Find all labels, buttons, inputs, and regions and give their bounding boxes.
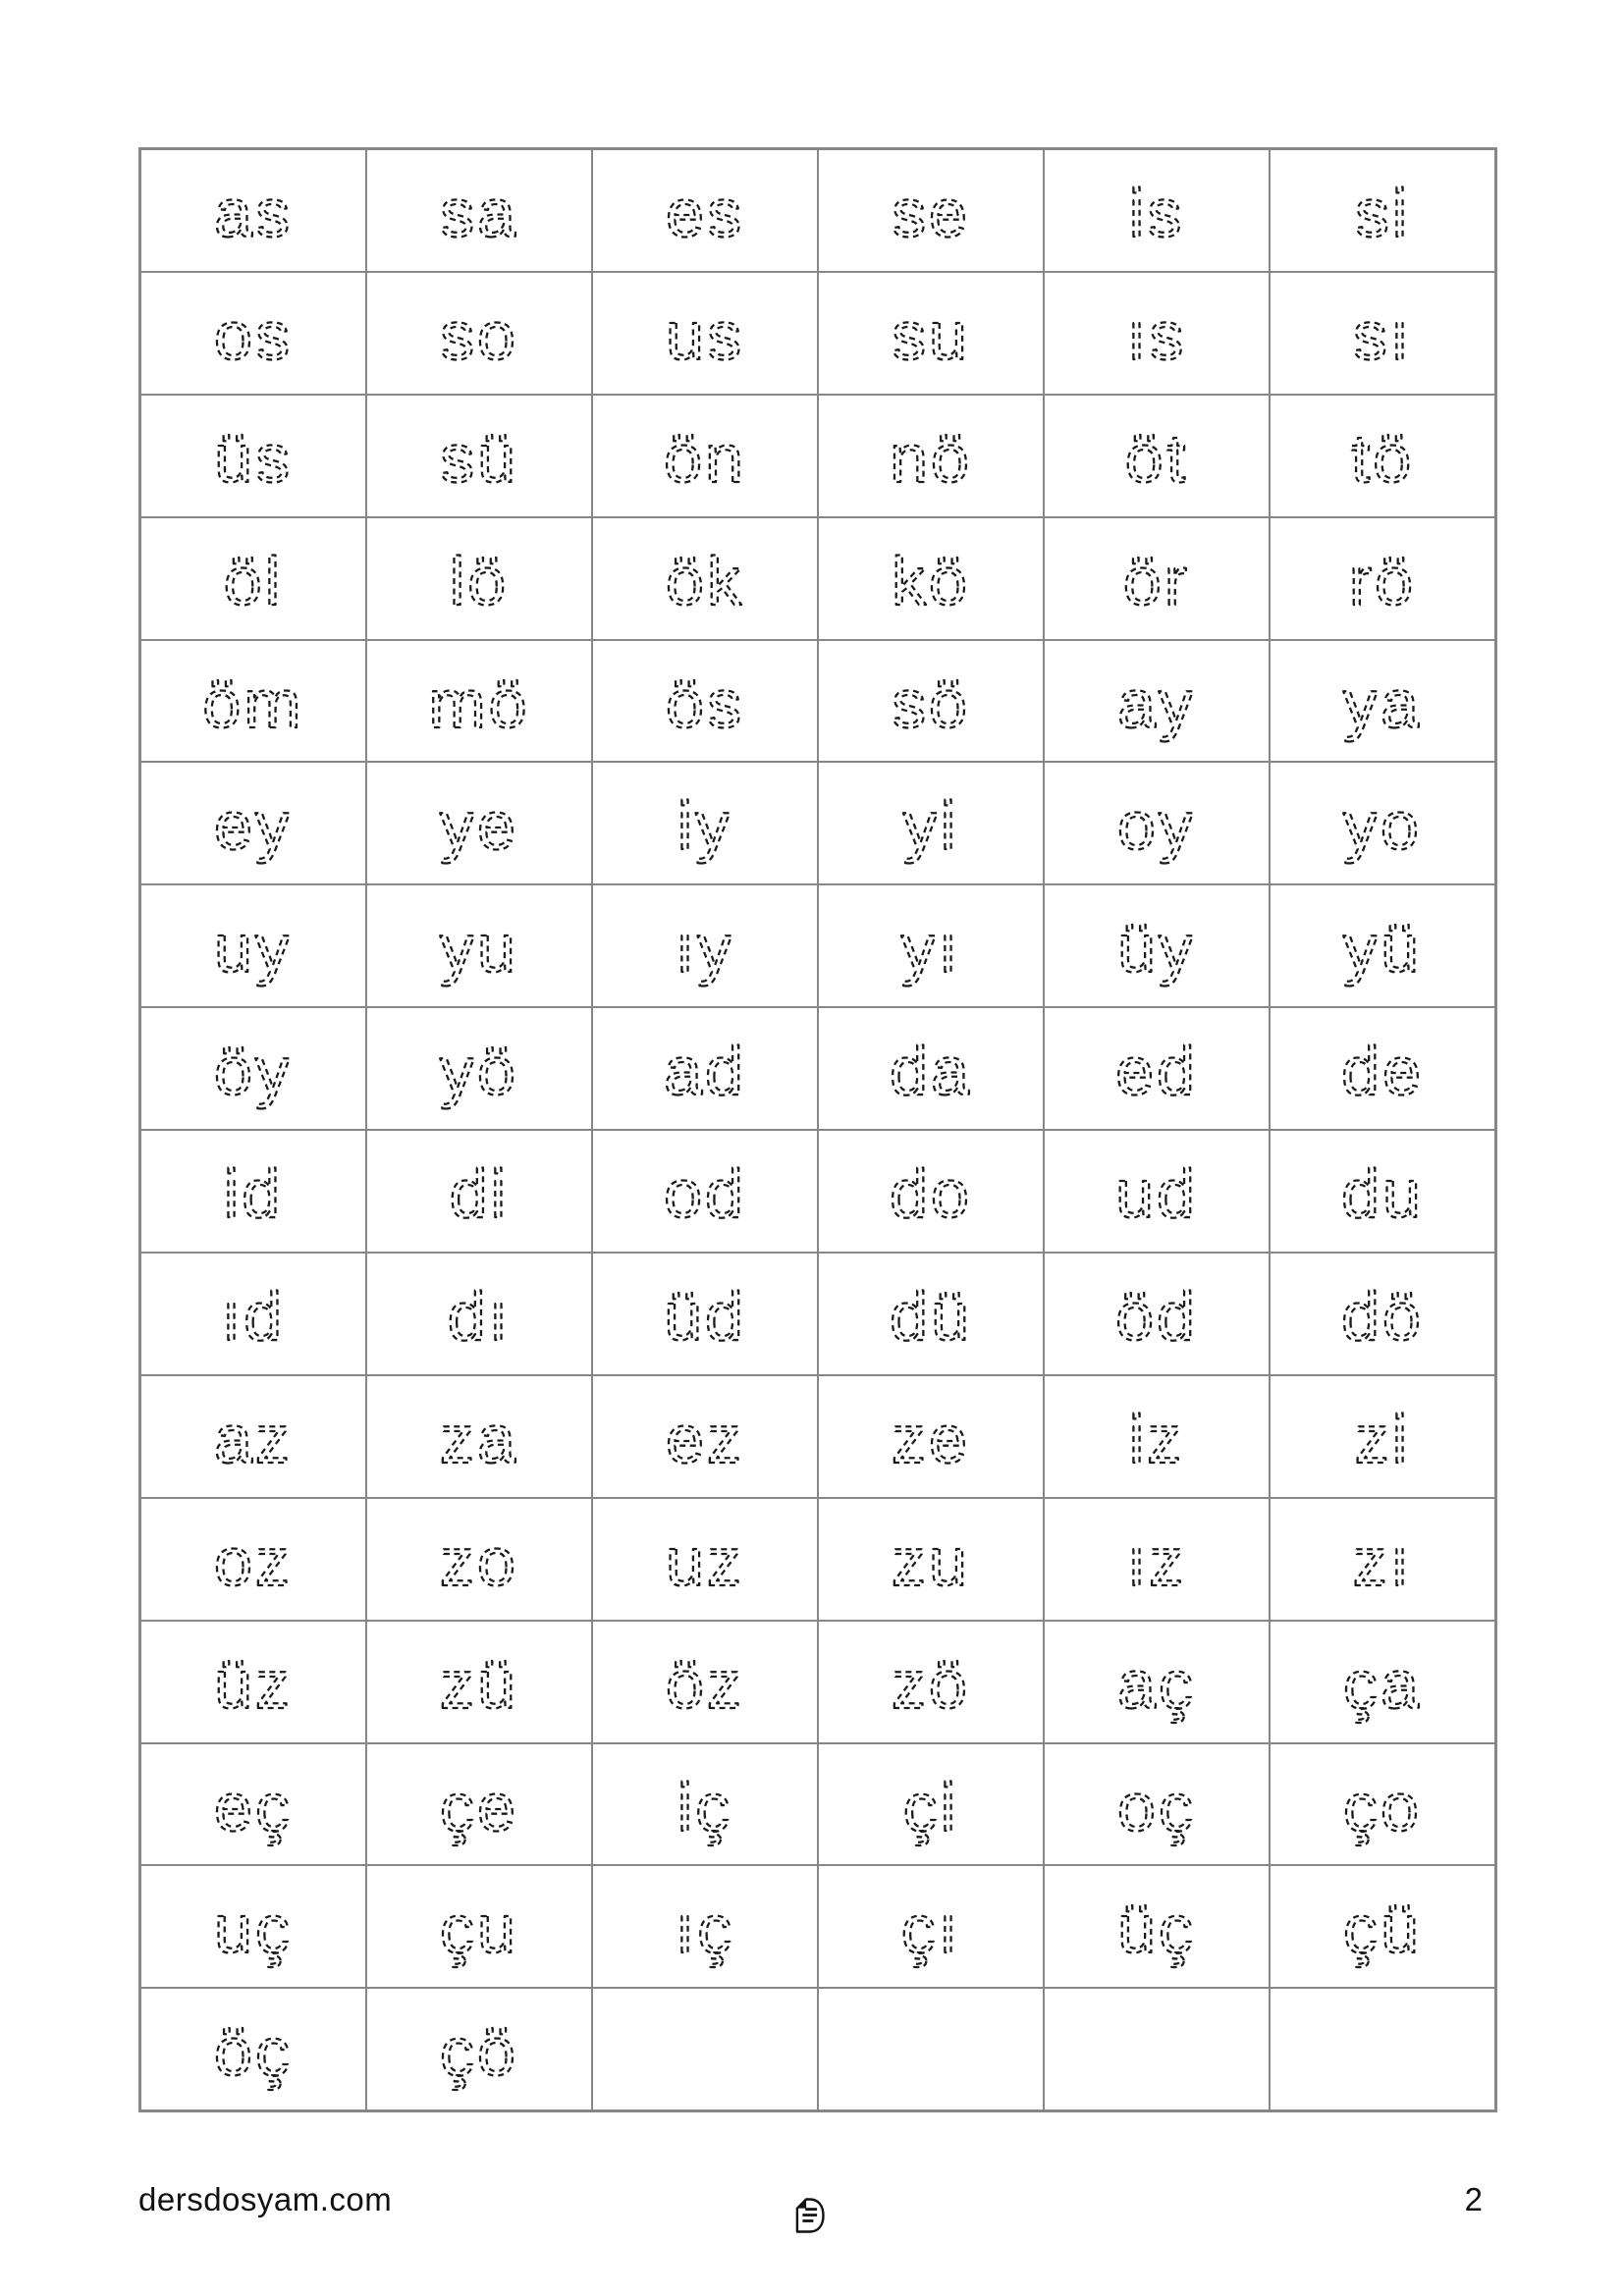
trace-cell	[140, 149, 367, 272]
trace-cell	[366, 395, 592, 517]
trace-cell	[1044, 1865, 1270, 1988]
trace-letters: sö	[892, 665, 970, 742]
trace-cell	[366, 1375, 592, 1498]
trace-cell	[818, 517, 1044, 640]
trace-letters: zı	[1352, 1522, 1413, 1600]
trace-letters: us	[666, 296, 744, 374]
trace-letters: yö	[440, 1033, 518, 1110]
trace-letters: iy	[677, 787, 733, 865]
trace-letters: ör	[1122, 542, 1191, 619]
trace-letters: uy	[214, 910, 293, 988]
trace-cell	[1044, 395, 1270, 517]
trace-letters: zo	[440, 1522, 518, 1600]
trace-letters: ön	[664, 419, 746, 497]
trace-letters: ed	[1115, 1033, 1198, 1110]
trace-cell	[366, 1988, 592, 2110]
trace-letters: ey	[214, 787, 293, 865]
trace-letters: ıç	[675, 1891, 735, 1968]
trace-cell	[592, 1743, 818, 1866]
trace-cell	[366, 1007, 592, 1130]
trace-letters: es	[666, 175, 744, 251]
trace-letters: üç	[1117, 1891, 1196, 1968]
trace-cell	[366, 762, 592, 884]
trace-letters: za	[440, 1400, 518, 1477]
trace-cell	[366, 1498, 592, 1621]
trace-letters: çö	[440, 2013, 518, 2091]
trace-letters: su	[892, 296, 970, 374]
trace-cell	[1270, 762, 1496, 884]
trace-letters: ze	[892, 1400, 970, 1477]
trace-cell	[818, 149, 1044, 272]
trace-cell	[818, 1253, 1044, 1375]
trace-cell	[140, 1743, 367, 1866]
trace-letters: is	[1128, 175, 1185, 251]
trace-cell	[366, 1865, 592, 1988]
trace-letters: iç	[677, 1768, 733, 1845]
trace-letters: zü	[440, 1645, 518, 1723]
trace-cell	[1044, 1743, 1270, 1866]
table-row	[140, 1865, 1496, 1988]
trace-cell	[592, 1253, 818, 1375]
trace-letters: kö	[892, 542, 970, 619]
trace-cell	[818, 272, 1044, 395]
table-row	[140, 1621, 1496, 1743]
trace-letters: os	[214, 296, 293, 374]
trace-cell	[1044, 1988, 1270, 2110]
trace-cell	[366, 1130, 592, 1253]
trace-letters: oç	[1117, 1768, 1196, 1845]
trace-letters: çu	[440, 1891, 518, 1968]
trace-letters: öd	[1115, 1278, 1198, 1356]
trace-letters: üz	[214, 1645, 293, 1723]
trace-cell	[592, 1621, 818, 1743]
trace-letters: aç	[1117, 1645, 1196, 1723]
trace-cell	[366, 1253, 592, 1375]
trace-letters: öz	[666, 1645, 744, 1723]
trace-letters: oz	[214, 1522, 293, 1600]
trace-letters: az	[214, 1400, 293, 1477]
trace-cell	[366, 272, 592, 395]
table-row	[140, 272, 1496, 395]
trace-letters: zu	[892, 1522, 970, 1600]
trace-letters: öm	[202, 665, 304, 742]
trace-letters: ıd	[221, 1278, 286, 1356]
trace-cell	[592, 1130, 818, 1253]
trace-cell	[818, 395, 1044, 517]
trace-letters: nö	[890, 419, 972, 497]
trace-cell	[818, 1988, 1044, 2110]
trace-cell	[818, 884, 1044, 1007]
trace-cell	[140, 272, 367, 395]
trace-letters: iz	[1128, 1400, 1185, 1477]
trace-cell	[366, 640, 592, 763]
trace-cell	[1044, 1375, 1270, 1498]
trace-cell	[1270, 640, 1496, 763]
trace-letters: öl	[223, 542, 284, 619]
trace-cell	[1044, 1130, 1270, 1253]
trace-cell	[818, 1007, 1044, 1130]
trace-letters: sa	[440, 175, 518, 251]
table-row	[140, 1130, 1496, 1253]
trace-cell	[818, 1498, 1044, 1621]
trace-cell	[818, 1743, 1044, 1866]
trace-letters: uz	[666, 1522, 744, 1600]
trace-cell	[1270, 517, 1496, 640]
trace-cell	[1044, 884, 1270, 1007]
trace-letters: ud	[1115, 1155, 1198, 1233]
trace-cell	[1044, 272, 1270, 395]
trace-cell	[1270, 1621, 1496, 1743]
trace-letters: üy	[1117, 910, 1196, 988]
trace-cell	[1270, 1743, 1496, 1866]
trace-letters: rö	[1348, 542, 1417, 619]
trace-cell	[592, 1498, 818, 1621]
trace-cell	[1044, 1253, 1270, 1375]
trace-cell	[1270, 272, 1496, 395]
trace-letters: üd	[664, 1278, 746, 1356]
trace-letters: çü	[1343, 1891, 1422, 1968]
trace-cell	[140, 1988, 367, 2110]
trace-letters: ço	[1343, 1768, 1422, 1845]
trace-cell	[592, 1865, 818, 1988]
trace-letters: si	[1354, 175, 1411, 251]
trace-letters: ız	[1126, 1522, 1187, 1600]
trace-letters: oy	[1117, 787, 1196, 865]
trace-cell	[140, 1007, 367, 1130]
trace-letters: dö	[1341, 1278, 1424, 1356]
trace-cell	[592, 884, 818, 1007]
trace-letters: çı	[900, 1891, 961, 1968]
table-row	[140, 1743, 1496, 1866]
trace-letters: lö	[449, 542, 510, 619]
trace-letters: tö	[1350, 419, 1415, 497]
trace-letters: do	[890, 1155, 972, 1233]
trace-letters: yo	[1343, 787, 1422, 865]
table-row	[140, 1375, 1496, 1498]
trace-cell	[366, 517, 592, 640]
trace-letters: ye	[440, 787, 518, 865]
table-row	[140, 1253, 1496, 1375]
trace-cell	[1270, 395, 1496, 517]
trace-letters: mö	[428, 665, 530, 742]
trace-letters: yi	[902, 787, 959, 865]
trace-letters: öt	[1124, 419, 1189, 497]
trace-letters: so	[440, 296, 518, 374]
trace-letters: dü	[890, 1278, 972, 1356]
trace-letters: da	[890, 1033, 972, 1110]
trace-letters: ıy	[675, 910, 735, 988]
trace-cell	[1044, 1007, 1270, 1130]
trace-letters: ıs	[1126, 296, 1187, 374]
trace-letters: sı	[1352, 296, 1413, 374]
trace-cell	[818, 1130, 1044, 1253]
table-row	[140, 1498, 1496, 1621]
trace-cell	[592, 762, 818, 884]
trace-letters: üs	[214, 419, 293, 497]
trace-cell	[1270, 1007, 1496, 1130]
trace-cell	[1044, 517, 1270, 640]
trace-cell	[140, 762, 367, 884]
table-row	[140, 517, 1496, 640]
table-row	[140, 1988, 1496, 2110]
trace-table-body	[140, 149, 1496, 2111]
table-row	[140, 1007, 1496, 1130]
trace-cell	[366, 1743, 592, 1866]
trace-cell	[140, 1130, 367, 1253]
table-row	[140, 884, 1496, 1007]
trace-letters: yı	[900, 910, 961, 988]
trace-letters: sü	[440, 419, 518, 497]
trace-letters: çi	[902, 1768, 959, 1845]
trace-cell	[1044, 1498, 1270, 1621]
trace-letters: ez	[666, 1400, 744, 1477]
trace-cell	[1044, 640, 1270, 763]
trace-letters: ad	[664, 1033, 746, 1110]
trace-letters: du	[1341, 1155, 1424, 1233]
trace-letters: ya	[1343, 665, 1422, 742]
trace-cell	[366, 1621, 592, 1743]
trace-cell	[140, 395, 367, 517]
trace-cell	[592, 517, 818, 640]
trace-cell	[366, 884, 592, 1007]
trace-cell	[140, 884, 367, 1007]
trace-cell	[140, 640, 367, 763]
trace-table	[138, 147, 1497, 2112]
trace-cell	[592, 1375, 818, 1498]
table-row	[140, 395, 1496, 517]
footer-website: dersdosyam.com	[138, 2181, 393, 2217]
trace-letters: de	[1341, 1033, 1424, 1110]
trace-cell	[592, 272, 818, 395]
trace-cell	[140, 517, 367, 640]
table-row	[140, 640, 1496, 763]
trace-cell	[592, 149, 818, 272]
trace-letters: yu	[440, 910, 518, 988]
trace-letters: se	[892, 175, 970, 251]
trace-cell	[140, 1375, 367, 1498]
trace-cell	[1044, 149, 1270, 272]
trace-letters: ök	[666, 542, 744, 619]
trace-letters: zö	[892, 1645, 970, 1723]
trace-letters: dı	[447, 1278, 512, 1356]
trace-cell	[1270, 1498, 1496, 1621]
trace-letters: as	[214, 175, 293, 251]
trace-cell	[592, 1988, 818, 2110]
trace-cell	[1270, 884, 1496, 1007]
trace-cell	[1270, 1865, 1496, 1988]
trace-cell	[592, 640, 818, 763]
trace-letters: çe	[440, 1768, 518, 1845]
trace-cell	[592, 395, 818, 517]
trace-cell	[1270, 1375, 1496, 1498]
trace-letters: ça	[1343, 1645, 1422, 1723]
trace-letters: öy	[214, 1033, 293, 1110]
trace-cell	[1270, 149, 1496, 272]
trace-cell	[140, 1621, 367, 1743]
trace-cell	[140, 1253, 367, 1375]
trace-letters: id	[223, 1155, 284, 1233]
trace-letters: ös	[666, 665, 744, 742]
trace-cell	[818, 640, 1044, 763]
trace-cell	[1270, 1988, 1496, 2110]
trace-cell	[1270, 1130, 1496, 1253]
trace-cell	[140, 1498, 367, 1621]
trace-cell	[818, 1375, 1044, 1498]
trace-letters: öç	[214, 2013, 293, 2091]
document-icon	[785, 2194, 829, 2237]
trace-cell	[818, 762, 1044, 884]
trace-cell	[818, 1621, 1044, 1743]
trace-cell	[592, 1007, 818, 1130]
trace-letters: di	[449, 1155, 510, 1233]
table-row	[140, 149, 1496, 272]
trace-letters: od	[664, 1155, 746, 1233]
trace-cell	[366, 149, 592, 272]
trace-letters: zi	[1354, 1400, 1411, 1477]
page-number: 2	[1464, 2181, 1483, 2217]
trace-cell	[818, 1865, 1044, 1988]
trace-cell	[1044, 762, 1270, 884]
table-row	[140, 762, 1496, 884]
trace-letters: uç	[214, 1891, 293, 1968]
trace-letters: yü	[1343, 910, 1422, 988]
trace-cell	[1270, 1253, 1496, 1375]
trace-letters: ay	[1117, 665, 1196, 742]
trace-cell	[1044, 1621, 1270, 1743]
trace-letters: eç	[214, 1768, 293, 1845]
trace-cell	[140, 1865, 367, 1988]
